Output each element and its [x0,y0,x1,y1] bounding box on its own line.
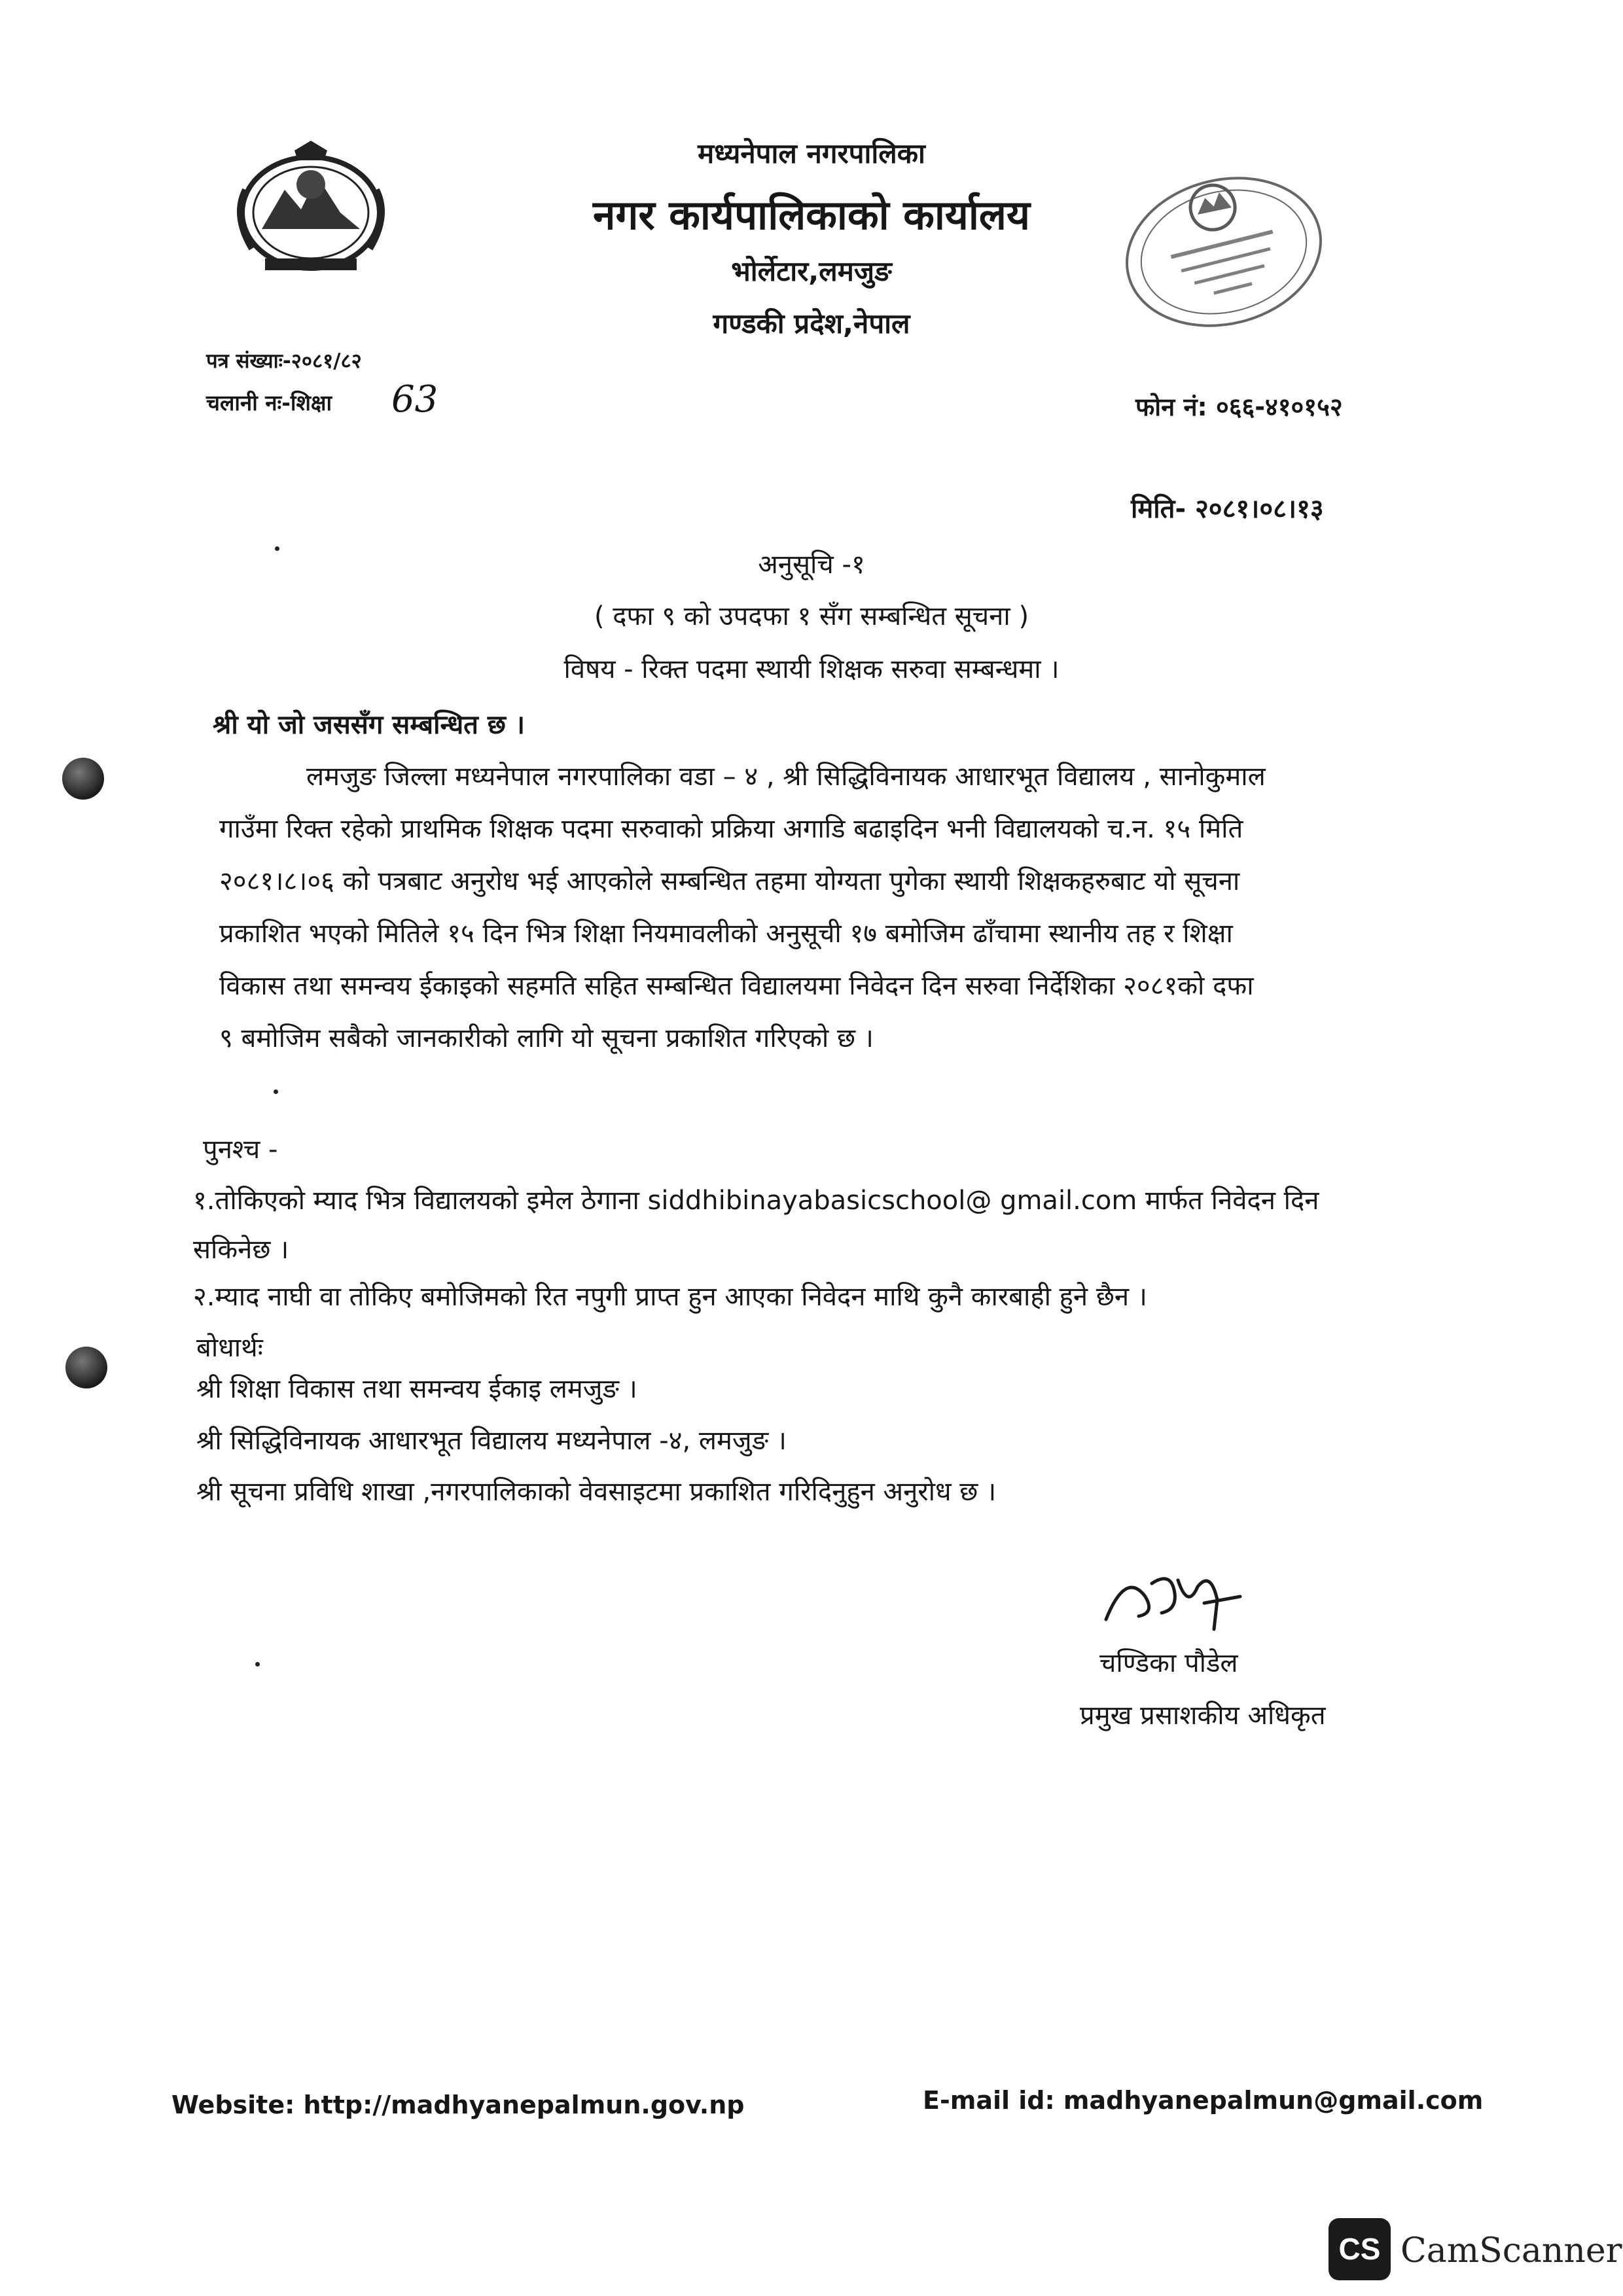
body-line: गाउँमा रिक्त रहेको प्राथमिक शिक्षक पदमा सरुवाको प्रक्रिया अगाडि बढाइदिन भनी विद्यालयको च.न. १५ मिति [219,814,1243,844]
clause-reference: ( दफा ९ को उपदफा १ सँग सम्बन्धित सूचना ) [594,601,1029,631]
punch-hole [62,758,104,800]
body-line: २०८१।८।०६ को पत्रबाट अनुरोध भई आएकोले सम्बन्धित तहमा योग्यता पुगेका स्थायी शिक्षकहरुबाट यो सूचना [219,866,1240,896]
cc-heading: बोधार्थः [196,1333,263,1363]
dispatch-label: चलानी नः-शिक्षा [206,390,332,415]
annex-title: अनुसूचि -१ [758,550,865,580]
postscript-item: सकिनेछ । [193,1235,289,1265]
salutation: श्री यो जो जससँग सम्बन्धित छ । [213,710,526,740]
speck [275,546,279,551]
camscanner-watermark: CamScanner [1400,2231,1622,2270]
reference-number: पत्र संख्याः-२०८१/८२ [206,349,362,373]
postscript-heading: पुनश्च - [203,1135,278,1165]
body-line: ९ बमोजिम सबैको जानकारीको लागि यो सूचना प्रकाशित गरिएको छ । [219,1023,874,1053]
camscanner-logo-icon: CS [1329,2218,1391,2280]
postscript-item: १.तोकिएको म्याद भित्र विद्यालयको इमेल ठेगाना siddhibinayabasicschool@ gmail.com मार्फत निवेदन दिन [193,1186,1319,1216]
body-line: प्रकाशित भएको मितिले १५ दिन भित्र शिक्षा नियमावलीको अनुसूची १७ बमोजिम ढाँचामा स्थानीय तह र शिक्षा [219,919,1233,949]
phone-number: फोन नं: ०६६-४१०१५२ [1135,393,1343,421]
signatory-title: प्रमुख प्रसाशकीय अधिकृत [1080,1701,1326,1731]
office-name: नगर कार्यपालिकाको कार्यालय [593,191,1030,239]
cc-item: श्री सिद्धिविनायक आधारभूत विद्यालय मध्यनेपाल -४, लमजुङ । [196,1426,787,1456]
cc-item: श्री सूचना प्रविधि शाखा ,नगरपालिकाको वेवसाइटमा प्रकाशित गरिदिनुहुन अनुरोध छ । [196,1477,997,1507]
handwritten-signature-icon [1099,1557,1257,1642]
speck [274,1089,278,1094]
cc-item: श्री शिक्षा विकास तथा समन्वय ईकाइ लमजुङ । [196,1374,637,1404]
letter-subject: विषय - रिक्त पदमा स्थायी शिक्षक सरुवा सम्बन्धमा । [563,654,1060,684]
dispatch-number: 63 [391,378,438,421]
footer-email: E-mail id: madhyanepalmun@gmail.com [923,2086,1484,2115]
letter-date: मिति- २०८१।०८।१३ [1131,494,1324,524]
body-line: लमजुङ जिल्ला मध्यनेपाल नगरपालिका वडा – ४ , श्री सिद्धिविनायक आधारभूत विद्यालय , सानोकुमाल [306,762,1266,792]
office-seal-stamp-icon [1106,157,1342,347]
body-line: विकास तथा समन्वय ईकाइको सहमति सहित सम्बन्धित विद्यालयमा निवेदन दिन सरुवा निर्देशिका २०८१को दफा [219,971,1254,1001]
footer-website: Website: http://madhyanepalmun.gov.np [171,2091,745,2119]
office-address: भोर्लेटार,लमजुङ [731,255,892,287]
postscript-item: २.म्याद नाघी वा तोकिए बमोजिमको रित नपुगी प्राप्त हुन आएका निवेदन माथि कुनै कारबाही हुने छैन । [193,1282,1147,1312]
province-name: गण्डकी प्रदेश,नेपाल [713,308,910,340]
punch-hole [65,1347,107,1388]
signatory-name: चण्डिका पौडेल [1099,1648,1238,1678]
municipality-name: मध्यनेपाल नगरपालिका [698,137,925,169]
speck [255,1662,260,1667]
